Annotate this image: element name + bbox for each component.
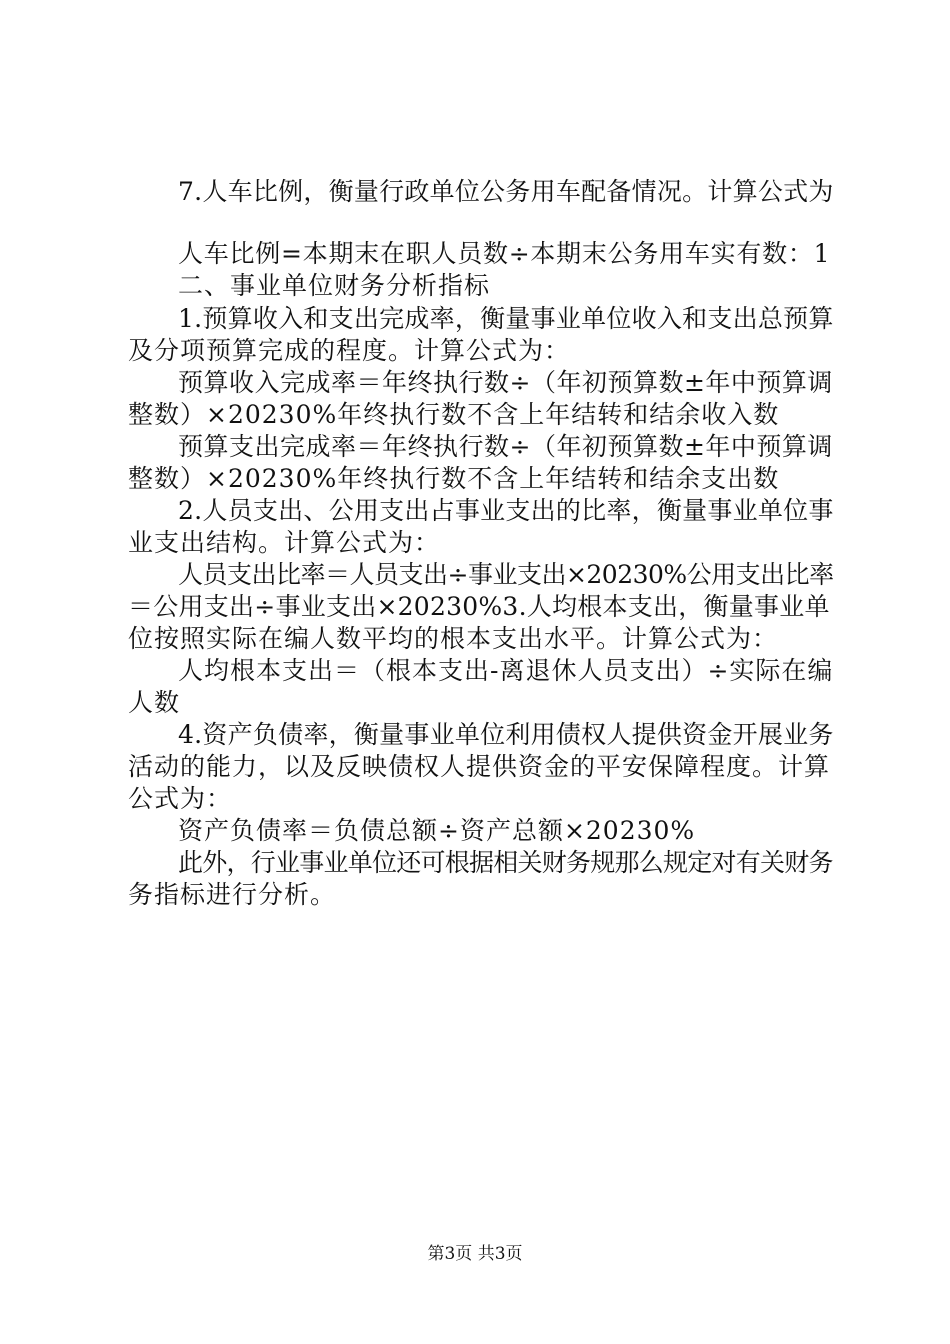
text-line: 整数）×20230%年终执行数不含上年结转和结余支出数 bbox=[128, 464, 780, 493]
text-line: 人数 bbox=[128, 688, 181, 717]
text-line: 2.人员支出、公用支出占事业支出的比率，衡量事业单位事 bbox=[178, 496, 834, 525]
text-line: 1.预算收入和支出完成率，衡量事业单位收入和支出总预算 bbox=[178, 304, 834, 333]
text-line: 预算收入完成率＝年终执行数÷（年初预算数±年中预算调 bbox=[178, 368, 833, 397]
text-line: ＝公用支出÷事业支出×20230%3.人均根本支出，衡量事业单 bbox=[128, 592, 830, 621]
text-line: 预算支出完成率＝年终执行数÷（年初预算数±年中预算调 bbox=[178, 432, 833, 461]
text-line: 活动的能力，以及反映债权人提供资金的平安保障程度。计算 bbox=[128, 752, 831, 781]
text-line: 公式为： bbox=[128, 784, 233, 813]
text-line-ratio-formula: 人车比例=本期末在职人员数÷本期末公务用车实有数：1 bbox=[178, 239, 831, 268]
text-line: 此外，行业事业单位还可根据相关财务规那么规定对有关财务 bbox=[178, 848, 833, 877]
page-footer: 第3页 共3页 bbox=[427, 1244, 523, 1264]
text-line: 整数）×20230%年终执行数不含上年结转和结余收入数 bbox=[128, 400, 780, 429]
text-line: 人员支出比率＝人员支出÷事业支出×20230%公用支出比率 bbox=[178, 560, 834, 589]
text-line-ratio-heading: 7.人车比例，衡量行政单位公务用车配备情况。计算公式为 bbox=[178, 177, 834, 206]
text-line: 4.资产负债率，衡量事业单位利用债权人提供资金开展业务 bbox=[178, 720, 834, 749]
text-line: 资产负债率＝负债总额÷资产总额×20230% bbox=[178, 816, 696, 845]
section-heading: 二、事业单位财务分析指标 bbox=[178, 271, 491, 300]
text-line: 位按照实际在编人数平均的根本支出水平。计算公式为： bbox=[128, 624, 779, 653]
text-line: 务指标进行分析。 bbox=[128, 880, 337, 909]
text-line: 业支出结构。计算公式为： bbox=[128, 528, 441, 557]
text-line: 人均根本支出＝（根本支出-离退休人员支出）÷实际在编 bbox=[178, 656, 834, 685]
text-line: 及分项预算完成的程度。计算公式为： bbox=[128, 336, 571, 365]
